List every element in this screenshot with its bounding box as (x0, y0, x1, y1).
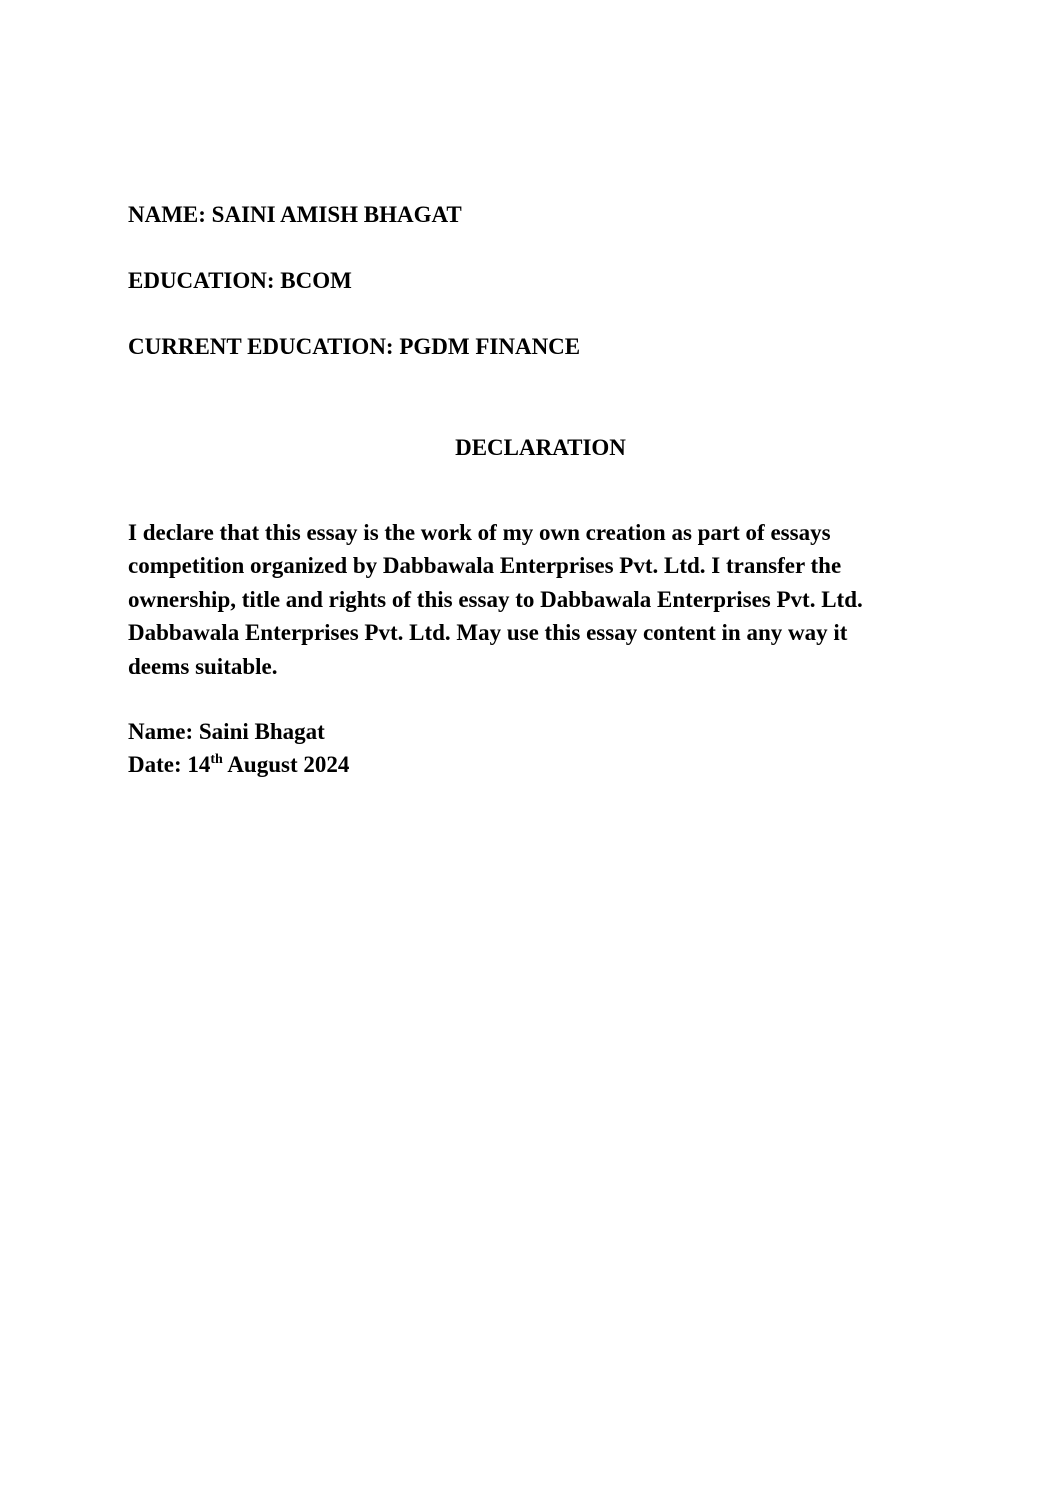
declaration-paragraph (128, 516, 928, 683)
applicant-current-education: CURRENT EDUCATION: PGDM FINANCE (128, 334, 581, 359)
date-ordinal-suffix: th (210, 752, 223, 767)
applicant-name: NAME: SAINI AMISH BHAGAT (128, 202, 462, 227)
applicant-education: EDUCATION: BCOM (128, 268, 352, 293)
paragraph-line: deems suitable. (128, 653, 278, 679)
signature-name: Name: Saini Bhagat (128, 719, 325, 744)
signature-date (128, 748, 349, 781)
paragraph-line: ownership, title and rights of this essay to Dabbawala Enterprises Pvt. Ltd. (128, 586, 863, 612)
paragraph-line: Dabbawala Enterprises Pvt. Ltd. May use this essay content in any way it (128, 620, 848, 646)
date-prefix: Date: 14 (128, 752, 211, 777)
declaration-title: DECLARATION (455, 435, 626, 460)
paragraph-line: I declare that this essay is the work of my own creation as part of essays (128, 520, 831, 545)
paragraph-line: competition organized by Dabbawala Enterprises Pvt. Ltd. I transfer the (128, 553, 842, 579)
date-rest: August 2024 (222, 752, 350, 777)
signature-block (128, 715, 349, 781)
